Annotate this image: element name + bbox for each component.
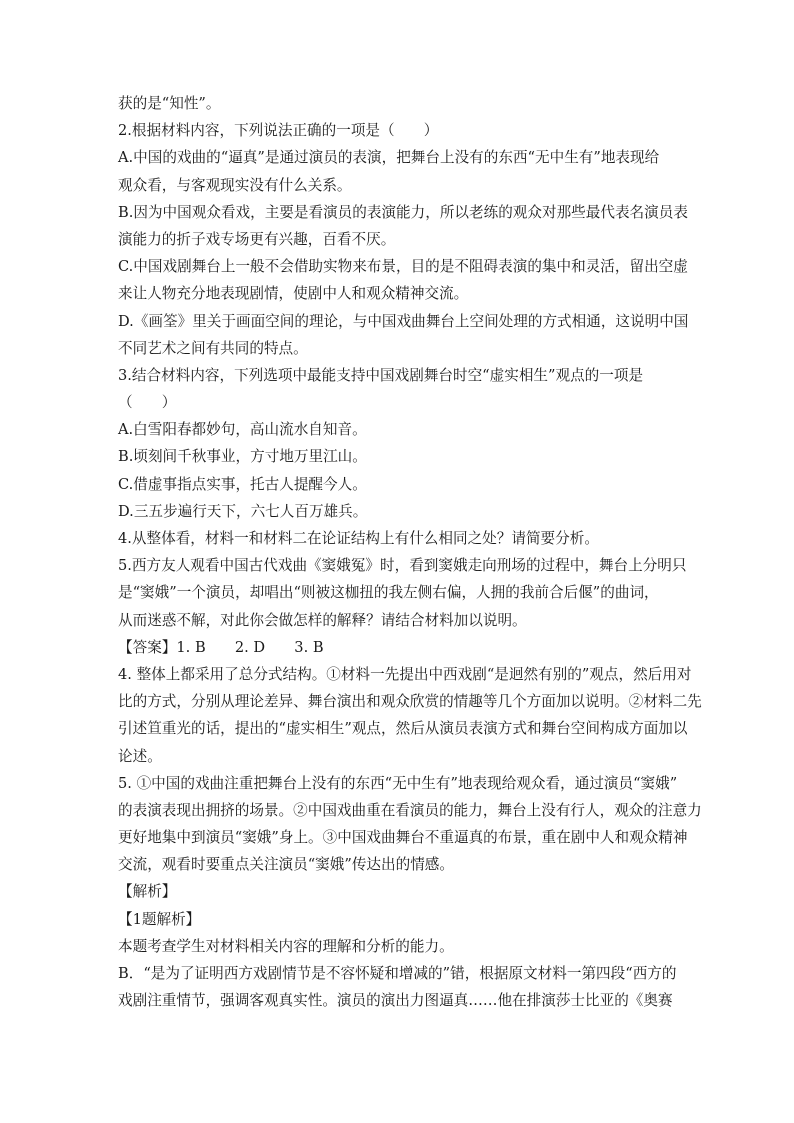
question-3-stem: 3.结合材料内容，下列选项中最能支持中国戏剧舞台时空“虚实相生”观点的一项是 [118,366,644,384]
q1-analysis-b-cont: 戏剧注重情节，强调客观真实性。演员的演出力图逼真……他在排演莎士比亚的《奥赛 [118,992,673,1010]
answer-key: 【答案】1. B 2. D 3. B [118,638,324,656]
q2-option-c-cont: 来让人物充分地表现剧情，使剧中人和观众精神交流。 [118,285,469,303]
document-body [118,90,702,1014]
q2-option-b: B.因为中国观众看戏，主要是看演员的表演能力，所以老练的观众对那些最代表名演员表 [118,203,688,221]
q2-option-a-cont: 观众看，与客观现实没有什么关系。 [118,176,352,194]
q1-analysis-b: B．“是为了证明西方戏剧情节是不容怀疑和增减的”错，根据原文材料一第四段“西方的 [118,965,677,982]
q3-option-a: A.白雪阳春都妙句，高山流水自知音。 [118,421,367,439]
q2-option-b-cont: 演能力的折子戏专场更有兴趣，百看不厌。 [118,230,396,248]
answer-4-cont: 比的方式，分别从理论差异、舞台演出和观众欣赏的情趣等几个方面加以说明。②材料二先 [118,693,702,711]
analysis-heading: 【解析】 [118,883,177,901]
q1-analysis-heading: 【1题解析】 [118,910,201,928]
q3-option-d: D.三五步遍行天下，六七人百万雄兵。 [118,502,368,520]
text-line: 获的是“知性”。 [118,95,221,112]
answer-4-cont: 引述笪重光的话，提出的“虚实相生”观点，然后从演员表演方式和舞台空间构成方面加以 [118,720,688,738]
answer-5-cont: 更好地集中到演员“窦娥”身上。③中国戏曲舞台不重逼真的布景，重在剧中人和观众精神 [118,829,688,847]
q2-option-c: C.中国戏剧舞台上一般不会借助实物来布景，目的是不阻碍表演的集中和灵活，留出空虚 [118,258,688,276]
answer-4: 4. 整体上都采用了总分式结构。①材料一先提出中西戏剧“是迥然有别的”观点，然后用对 [118,665,692,683]
question-5-stem-cont: 从而迷惑不解，对此你会做怎样的解释？请结合材料加以说明。 [118,611,527,629]
question-2-stem: 2.根据材料内容，下列说法正确的一项是（ ） [118,122,439,140]
answer-5-cont: 的表演表现出拥挤的场景。②中国戏曲重在看演员的能力，舞台上没有行人，观众的注意力 [118,801,702,819]
q3-option-c: C.借虚事指点实事，托古人提醒今人。 [118,475,367,493]
q3-option-b: B.顷刻间千秋事业，方寸地万里江山。 [118,448,367,466]
question-5-stem: 5.西方友人观看中国古代戏曲《窦娥冤》时，看到窦娥走向刑场的过程中，舞台上分明只 [118,557,687,575]
answer-5-cont: 交流，观看时要重点关注演员“窦娥”传达出的情感。 [118,856,454,874]
q1-analysis-text: 本题考查学生对材料相关内容的理解和分析的能力。 [118,937,454,955]
question-3-blank: （ ） [118,394,177,412]
question-5-stem-cont: 是“窦娥”一个演员，却唱出“则被这枷扭的我左侧右偏，人拥的我前合后偃”的曲词， [118,584,659,602]
q2-option-d: D.《画筌》里关于画面空间的理论，与中国戏曲舞台上空间处理的方式相通，这说明中国 [118,312,689,330]
answer-5: 5. ①中国的戏曲注重把舞台上没有的东西“无中生有”地表现给观众看，通过演员“窦娥” [118,774,678,792]
answer-4-cont: 论述。 [118,747,162,765]
q2-option-a: A.中国的戏曲的“逼真”是通过演员的表演，把舞台上没有的东西“无中生有”地表现给 [118,149,660,167]
q2-option-d-cont: 不同艺术之间有共同的特点。 [118,339,308,357]
question-4-stem: 4.从整体看，材料一和材料二在论证结构上有什么相同之处？请简要分析。 [118,530,599,547]
